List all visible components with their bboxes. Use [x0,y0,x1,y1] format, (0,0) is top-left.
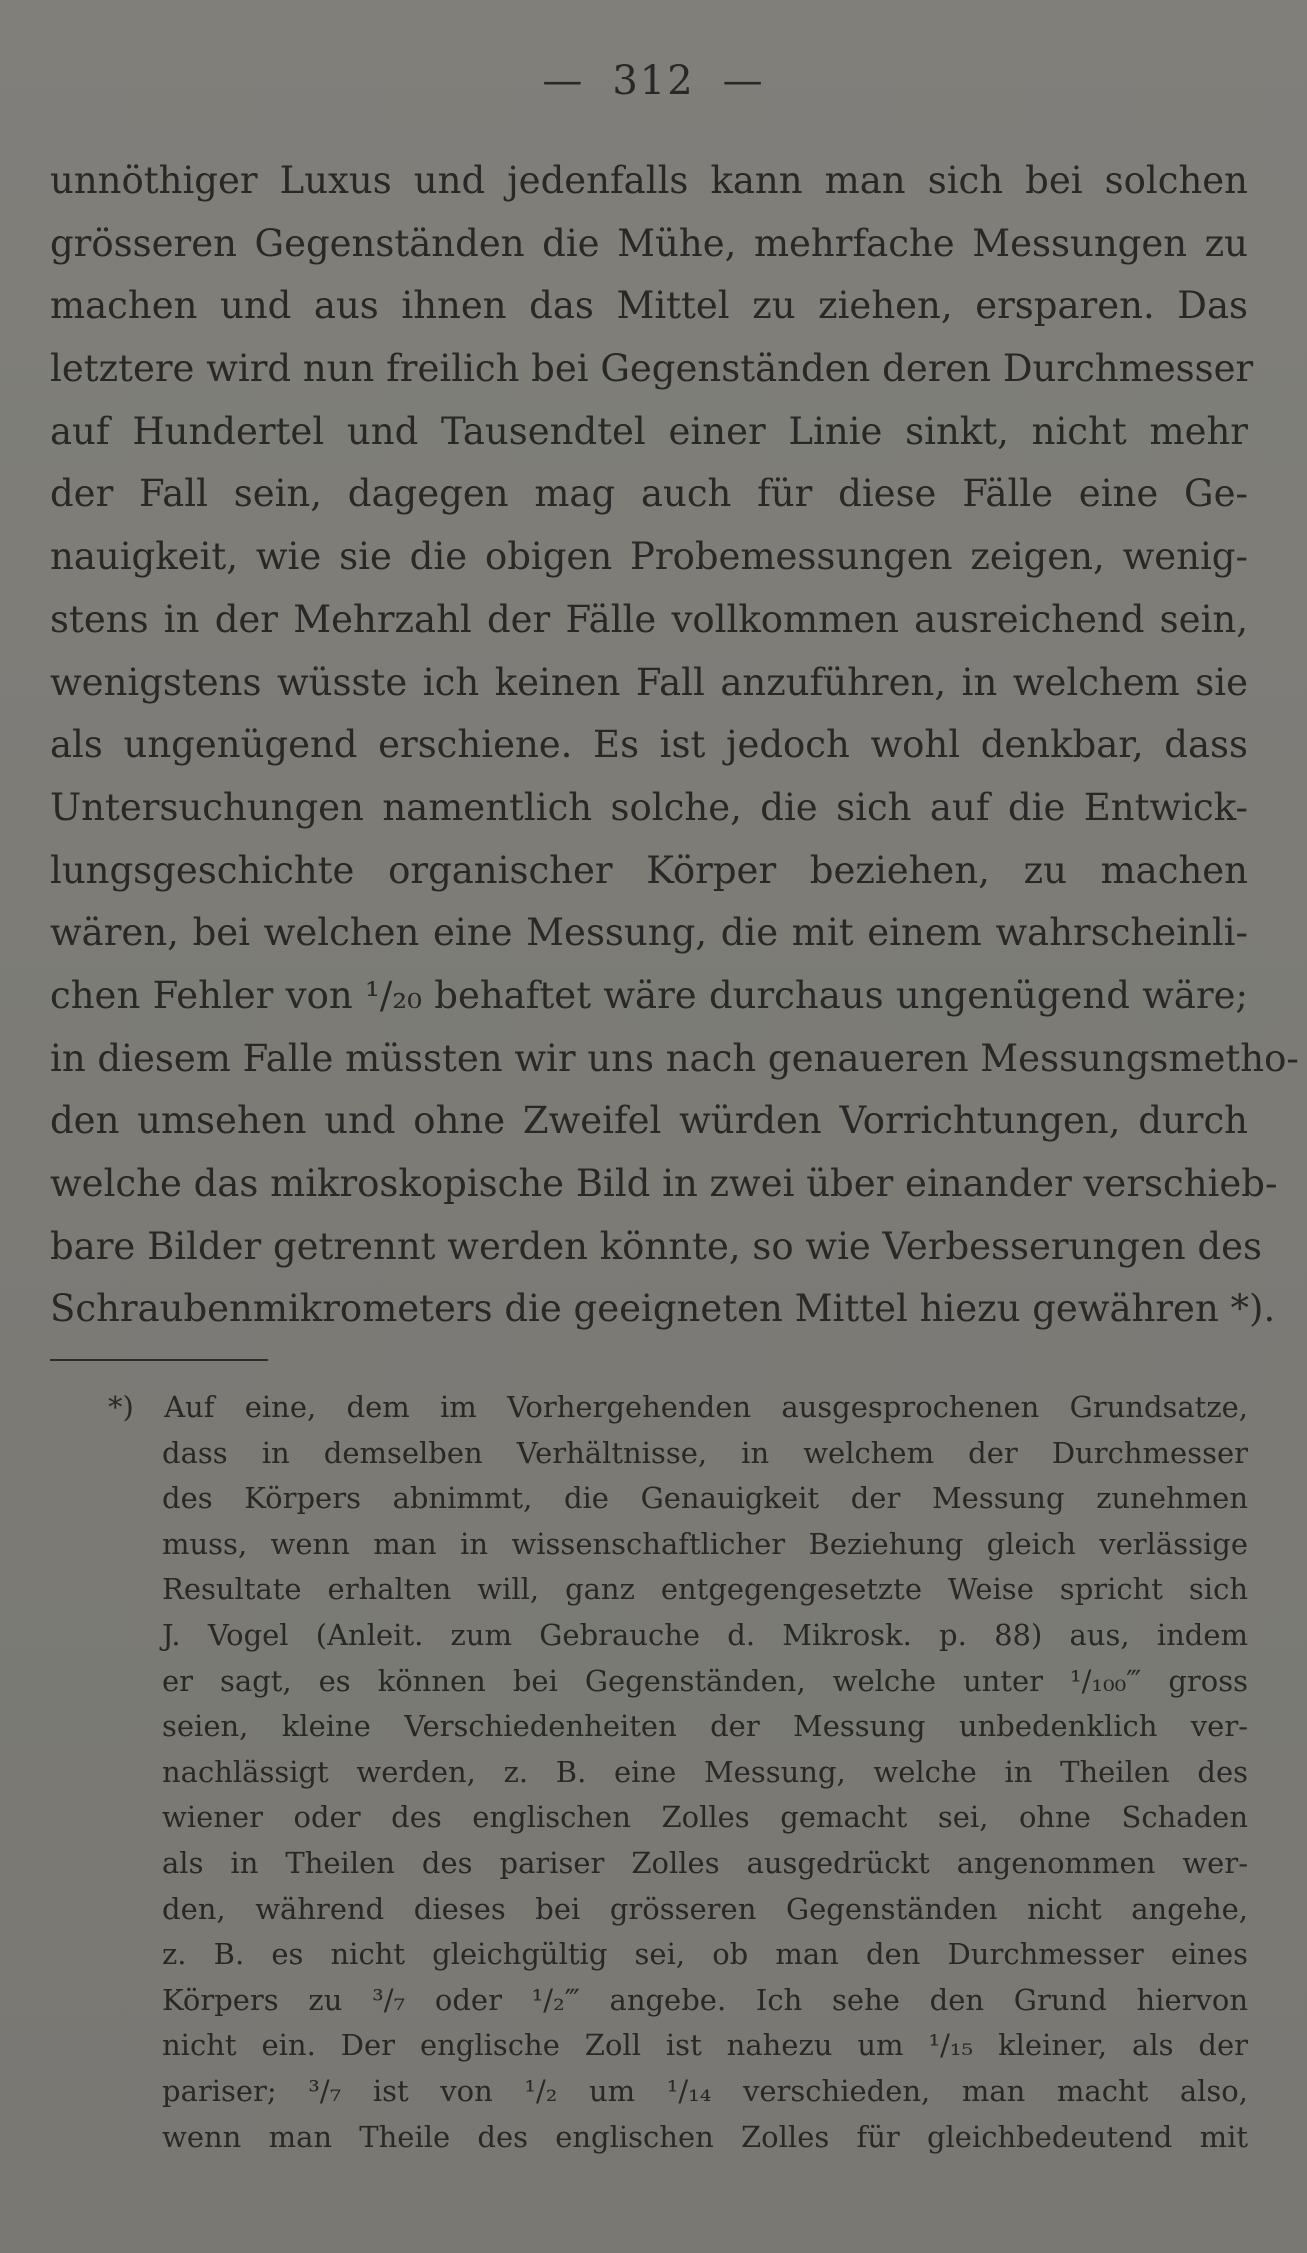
footnote-line: pariser; ³/₇ ist von ¹/₂ um ¹/₁₄ verschieden, man macht also, [162,2073,1248,2108]
main-text-line: Untersuchungen namentlich solche, die sich auf die Entwick- [50,785,1248,829]
footnote-line: nicht ein. Der englische Zoll ist nahezu um ¹/₁₅ kleiner, als der [162,2028,1248,2063]
footnote-line: wenn man Theile des englischen Zolles für gleichbedeutend mit [162,2119,1248,2154]
main-text-line: lungsgeschichte organischer Körper beziehen, zu machen [50,848,1248,892]
footnote-line: muss, wenn man in wissenschaftlicher Beziehung gleich verlässige [162,1526,1248,1561]
footnote-line: Resultate erhalten will, ganz entgegengesetzte Weise spricht sich [162,1572,1248,1607]
main-text-line: wären, bei welchen eine Messung, die mit einem wahrscheinli- [50,911,1248,955]
page-number: 312 [612,58,695,104]
footnote-line: z. B. es nicht gleichgültig sei, ob man den Durchmesser eines [162,1937,1248,1972]
main-text-line: wenigstens wüsste ich keinen Fall anzuführen, in welchem sie [50,660,1248,704]
header-dash-left: — [542,58,585,104]
footnote-separator [50,1359,268,1361]
main-text-line: unnöthiger Luxus und jedenfalls kann man sich bei solchen [50,159,1248,202]
main-text-line: chen Fehler von ¹/₂₀ behaftet wäre durchaus ungenügend wäre; [50,973,1248,1017]
main-text-block [50,150,1299,1341]
page-header [0,58,1307,104]
main-text-line: auf Hundertel und Tausendtel einer Linie sinkt, nicht mehr [50,409,1248,453]
main-text-line: machen und aus ihnen das Mittel zu ziehen, ersparen. Das [50,284,1248,328]
main-text-line: als ungenügend erschiene. Es ist jedoch wohl denkbar, dass [50,723,1248,767]
footnote-line: den, während dieses bei grösseren Gegenständen nicht angehe, [162,1891,1248,1926]
main-text-line: der Fall sein, dagegen mag auch für diese Fälle eine Ge- [50,472,1248,516]
footnote-line: des Körpers abnimmt, die Genauigkeit der Messung zunehmen [162,1481,1248,1516]
main-text-line: bare Bilder getrennt werden könnte, so wie Verbesserungen des [50,1224,1263,1268]
footnote-line: wiener oder des englischen Zolles gemacht sei, ohne Schaden [162,1800,1248,1835]
main-text-line: in diesem Falle müssten wir uns nach genaueren Messungsmetho- [50,1036,1299,1080]
footnote-line: *) Auf eine, dem im Vorhergehenden ausgesprochenen Grundsatze, [108,1390,1248,1424]
main-text-line: Schraubenmikrometers die geeigneten Mittel hiezu gewähren *). [50,1287,1276,1331]
footnote-block [50,1385,1248,2160]
footnote-line: nachlässigt werden, z. B. eine Messung, welche in Theilen des [162,1754,1248,1789]
footnote-line: dass in demselben Verhältnisse, in welchem der Durchmesser [162,1435,1248,1470]
footnote-line: er sagt, es können bei Gegenständen, welche unter ¹/₁₀₀‴ gross [162,1663,1248,1698]
footnote-line: J. Vogel (Anleit. zum Gebrauche d. Mikrosk. p. 88) aus, indem [162,1617,1248,1652]
footnote-line: als in Theilen des pariser Zolles ausgedrückt angenommen wer- [162,1845,1248,1880]
main-text-line: den umsehen und ohne Zweifel würden Vorrichtungen, durch [50,1099,1248,1143]
main-text-line: letztere wird nun freilich bei Gegenständen deren Durchmesser [50,347,1254,391]
footnote-line: seien, kleine Verschiedenheiten der Messung unbedenklich ver- [162,1709,1248,1744]
footnote-line: Körpers zu ³/₇ oder ¹/₂‴ angebe. Ich sehe den Grund hiervon [162,1982,1248,2017]
main-text-line: nauigkeit, wie sie die obigen Probemessungen zeigen, wenig- [50,535,1248,579]
main-text-line: grösseren Gegenständen die Mühe, mehrfache Messungen zu [50,221,1248,265]
main-text-line: welche das mikroskopische Bild in zwei über einander verschieb- [50,1162,1278,1205]
main-text-line: stens in der Mehrzahl der Fälle vollkommen ausreichend sein, [50,597,1248,641]
header-dash-right: — [722,58,765,104]
